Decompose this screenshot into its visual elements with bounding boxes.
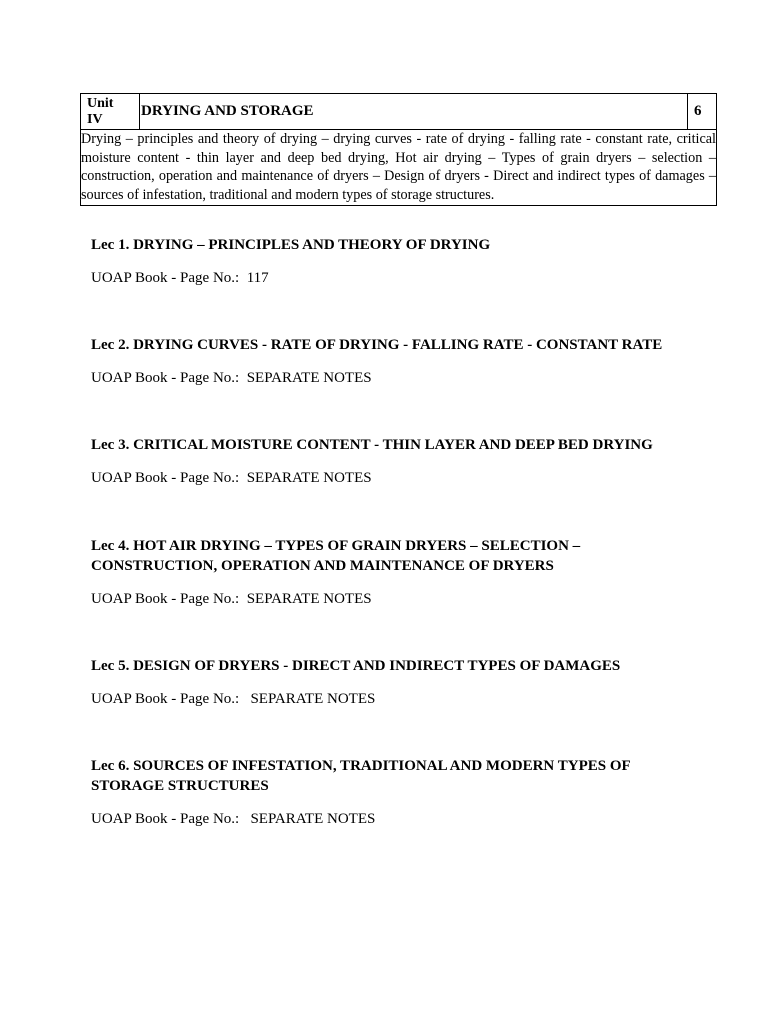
lecture-title-line1: Lec 5. DESIGN OF DRYERS - DIRECT AND INDIRECT TYPES OF DAMAGES [91, 658, 621, 674]
lecture-title-line1: Lec 3. CRITICAL MOISTURE CONTENT - THIN LAYER AND DEEP BED DRYING [91, 437, 653, 453]
lecture-block-4 [91, 536, 691, 608]
lecture-title-line1: Lec 2. DRYING CURVES - RATE OF DRYING - FALLING RATE - CONSTANT RATE [91, 337, 663, 353]
lecture-title [91, 536, 691, 576]
lecture-title [91, 335, 691, 355]
lecture-title [91, 235, 691, 255]
unit-description-row [81, 130, 717, 206]
lecture-title [91, 435, 691, 455]
lecture-title-line1: Lec 6. SOURCES OF INFESTATION, TRADITIONAL AND MODERN TYPES OF [91, 758, 631, 774]
lecture-title-line2: STORAGE STRUCTURES [91, 778, 269, 794]
lecture-page-reference: UOAP Book - Page No.: SEPARATE NOTES [91, 691, 376, 707]
unit-label-line1: Unit [87, 95, 114, 111]
lecture-page-reference: UOAP Book - Page No.: SEPARATE NOTES [91, 591, 372, 607]
lecture-block-5 [91, 656, 691, 708]
lecture-title [91, 756, 691, 796]
lecture-title [91, 656, 691, 676]
unit-header-row [81, 94, 717, 130]
lecture-block-3 [91, 435, 691, 487]
unit-hours: 6 [688, 94, 717, 130]
lecture-page-reference: UOAP Book - Page No.: SEPARATE NOTES [91, 470, 372, 486]
lecture-block-1 [91, 235, 691, 287]
lecture-page-reference: UOAP Book - Page No.: SEPARATE NOTES [91, 811, 376, 827]
lecture-block-2 [91, 335, 691, 387]
lecture-page-reference: UOAP Book - Page No.: SEPARATE NOTES [91, 370, 372, 386]
unit-description: Drying – principles and theory of drying – drying curves - rate of drying - falling rate - constant rate, critical moisture content - thin layer and deep bed drying, Hot air drying – Types of grain dryers – selection – construction, operation and maintenance of dryers – Design of dryers - Direct and indirect types of damages – sources of infestation, traditional and modern types of storage structures. [81, 130, 717, 206]
lecture-title-line1: Lec 4. HOT AIR DRYING – TYPES OF GRAIN DRYERS – SELECTION – [91, 538, 581, 554]
unit-syllabus-table [80, 93, 717, 206]
unit-title: DRYING AND STORAGE [140, 94, 688, 130]
unit-label-cell [81, 94, 140, 130]
unit-label-line2: IV [87, 111, 103, 127]
lecture-title-line2: CONSTRUCTION, OPERATION AND MAINTENANCE OF DRYERS [91, 558, 554, 574]
lecture-title-line1: Lec 1. DRYING – PRINCIPLES AND THEORY OF DRYING [91, 237, 491, 253]
lecture-page-reference: UOAP Book - Page No.: 117 [91, 270, 269, 286]
lecture-block-6 [91, 756, 691, 828]
